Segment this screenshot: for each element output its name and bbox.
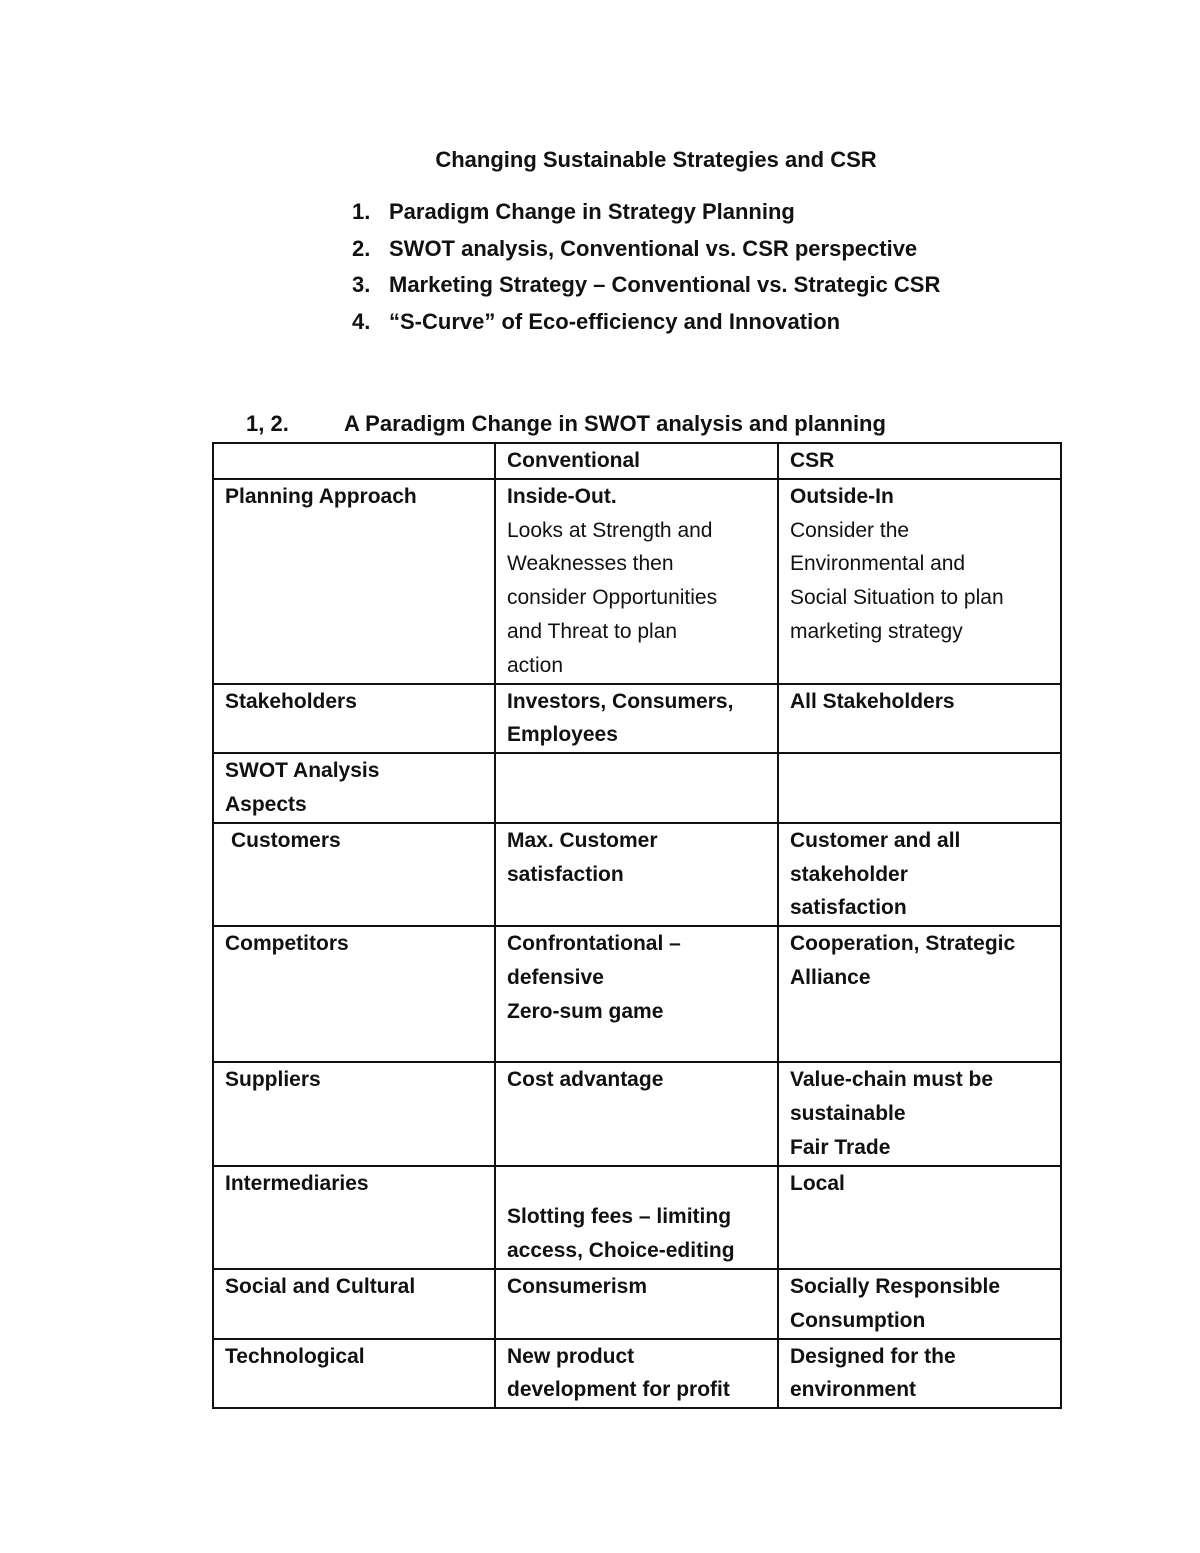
cell-line: Socially Responsible xyxy=(790,1274,1001,1298)
aspect-label: Intermediaries xyxy=(225,1171,369,1195)
conventional-cell xyxy=(495,926,778,1062)
conventional-cell xyxy=(495,1166,778,1269)
cell-line: Employees xyxy=(507,723,618,747)
aspect-label: Aspects xyxy=(225,792,307,816)
cell-line: satisfaction xyxy=(790,896,907,920)
conventional-cell xyxy=(495,1269,778,1339)
header-cell-conventional: Conventional xyxy=(495,443,778,479)
csr-cell xyxy=(778,926,1061,1062)
csr-heading: Outside-In xyxy=(790,484,894,508)
cell-line: Zero-sum game xyxy=(507,999,664,1023)
cell-line: All Stakeholders xyxy=(790,689,955,713)
cell-line: Cost advantage xyxy=(507,1068,664,1092)
aspect-label: Competitors xyxy=(225,932,349,956)
cell-line: Max. Customer xyxy=(507,828,658,852)
csr-cell xyxy=(778,1339,1061,1409)
header-cell-empty xyxy=(213,443,495,479)
topic-text: Marketing Strategy – Conventional vs. Strategic CSR xyxy=(389,272,941,297)
csr-cell xyxy=(778,823,1061,926)
conventional-cell xyxy=(495,684,778,754)
aspect-label: Suppliers xyxy=(225,1068,321,1092)
cell-line: Cooperation, Strategic xyxy=(790,932,1016,956)
csr-cell xyxy=(778,753,1061,823)
table-row xyxy=(213,753,1061,823)
cell-line: Customer and all xyxy=(790,828,961,852)
cell-line: and Threat to plan xyxy=(507,619,678,643)
section-number: 1, 2. xyxy=(246,411,289,436)
cell-line: environment xyxy=(790,1378,917,1402)
cell-line: action xyxy=(507,653,564,677)
topic-item xyxy=(352,196,940,233)
swot-comparison-table xyxy=(212,442,1062,1409)
cell-line: defensive xyxy=(507,965,604,989)
cell-line: Local xyxy=(790,1171,845,1195)
header-cell-csr: CSR xyxy=(778,443,1061,479)
cell-line: Value-chain must be xyxy=(790,1068,994,1092)
topic-item xyxy=(352,269,940,306)
topic-number: 1. xyxy=(352,199,371,224)
conventional-cell xyxy=(495,479,778,684)
table-row xyxy=(213,823,1061,926)
aspect-label: Technological xyxy=(225,1344,365,1368)
aspect-cell xyxy=(213,1269,495,1339)
cell-line: New product xyxy=(507,1344,635,1368)
topic-item xyxy=(352,233,940,270)
cell-line: Fair Trade xyxy=(790,1135,891,1159)
conventional-cell xyxy=(495,823,778,926)
cell-line: Consumerism xyxy=(507,1274,648,1298)
cell-line xyxy=(507,1167,769,1201)
table-row xyxy=(213,684,1061,754)
topic-text: Paradigm Change in Strategy Planning xyxy=(389,199,795,224)
section-heading xyxy=(246,408,886,440)
table-header-row xyxy=(213,443,1061,479)
cell-line: stakeholder xyxy=(790,862,908,886)
aspect-cell xyxy=(213,479,495,684)
cell-line: Investors, Consumers, xyxy=(507,689,734,713)
cell-line: Weaknesses then xyxy=(507,552,674,576)
conventional-cell xyxy=(495,1062,778,1165)
table-row xyxy=(213,479,1061,684)
topic-number: 3. xyxy=(352,272,371,297)
table-row xyxy=(213,1062,1061,1165)
aspect-cell xyxy=(213,823,495,926)
cell-line: access, Choice-editing xyxy=(507,1239,735,1263)
cell-line: Designed for the xyxy=(790,1344,956,1368)
cell-line: sustainable xyxy=(790,1101,906,1125)
topic-number: 4. xyxy=(352,308,371,334)
conventional-heading: Inside-Out. xyxy=(507,484,617,508)
csr-cell xyxy=(778,1166,1061,1269)
csr-cell xyxy=(778,1269,1061,1339)
cell-line: Social Situation to plan xyxy=(790,586,1004,610)
topic-number: 2. xyxy=(352,235,371,261)
aspect-label: SWOT Analysis xyxy=(225,759,380,783)
aspect-label: Stakeholders xyxy=(225,689,357,713)
page-title: Changing Sustainable Strategies and CSR xyxy=(435,147,877,172)
section-title: A Paradigm Change in SWOT analysis and planning xyxy=(344,411,886,436)
conventional-cell xyxy=(495,1339,778,1409)
aspect-label: Social and Cultural xyxy=(225,1274,416,1298)
cell-line: Consumption xyxy=(790,1308,926,1332)
cell-line: Environmental and xyxy=(790,552,966,576)
table-row xyxy=(213,926,1061,1062)
aspect-cell xyxy=(213,926,495,1062)
topic-text: “S-Curve” of Eco-efficiency and Innovation xyxy=(389,308,841,334)
table-row xyxy=(213,1166,1061,1269)
aspect-label: Planning Approach xyxy=(225,484,417,508)
cell-line: development for profit xyxy=(507,1378,730,1402)
cell-line: Confrontational – xyxy=(507,932,681,956)
cell-line: consider Opportunities xyxy=(507,586,718,610)
csr-cell xyxy=(778,479,1061,684)
csr-cell xyxy=(778,1062,1061,1165)
cell-line: Consider the xyxy=(790,518,910,542)
cell-line: Slotting fees – limiting xyxy=(507,1205,732,1229)
aspect-cell xyxy=(213,684,495,754)
cell-line: Alliance xyxy=(790,965,871,989)
cell-line: Looks at Strength and xyxy=(507,518,713,542)
cell-line: marketing strategy xyxy=(790,619,963,643)
topic-list xyxy=(352,196,940,342)
table-row xyxy=(213,1339,1061,1409)
aspect-cell xyxy=(213,1062,495,1165)
csr-cell xyxy=(778,684,1061,754)
topic-item xyxy=(352,306,940,343)
table-row xyxy=(213,1269,1061,1339)
aspect-cell xyxy=(213,753,495,823)
aspect-label: Customers xyxy=(231,828,341,852)
topic-text: SWOT analysis, Conventional vs. CSR perspective xyxy=(389,235,918,261)
conventional-cell xyxy=(495,753,778,823)
cell-line: satisfaction xyxy=(507,862,624,886)
aspect-cell xyxy=(213,1339,495,1409)
aspect-cell xyxy=(213,1166,495,1269)
